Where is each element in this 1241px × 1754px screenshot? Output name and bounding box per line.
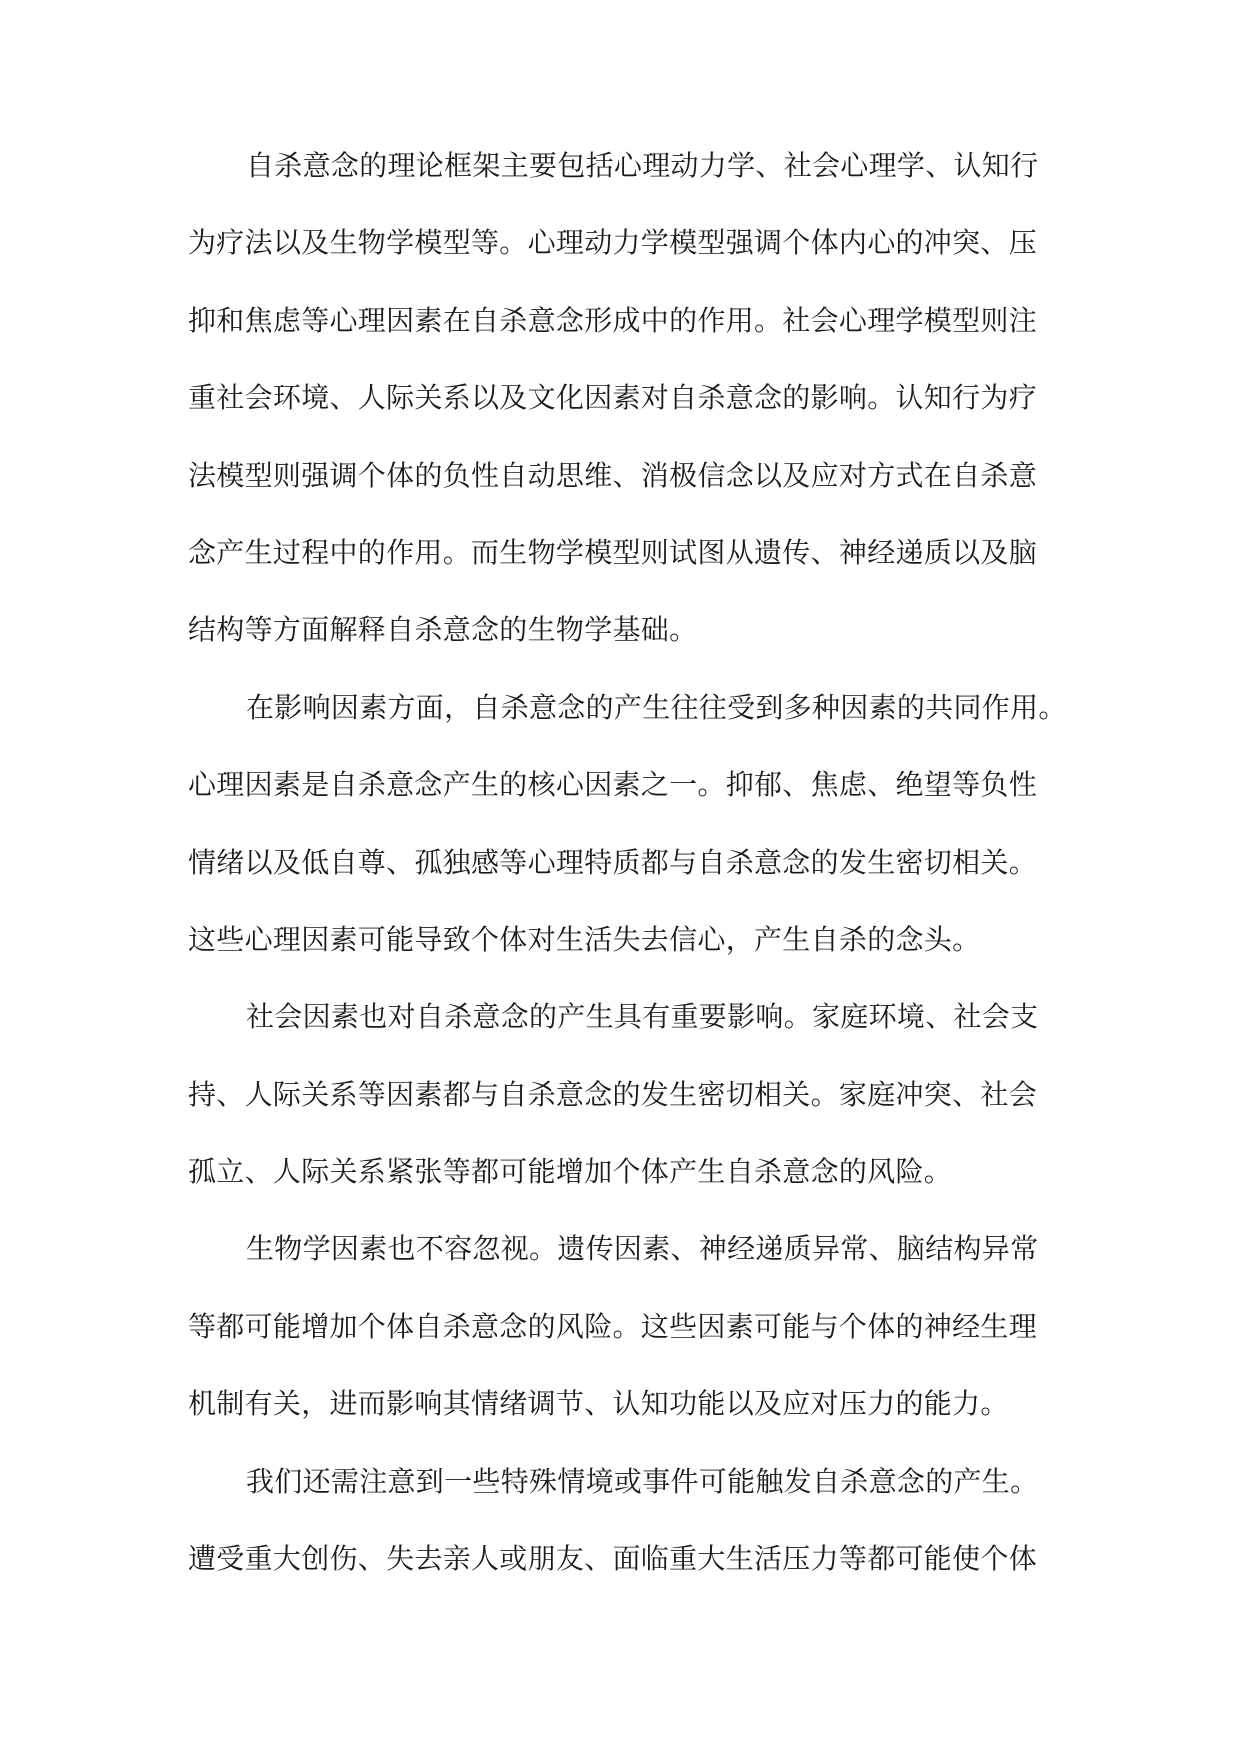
text-line: 念产生过程中的作用。而生物学模型则试图从遗传、神经递质以及脑	[188, 535, 1038, 569]
text-line: 法模型则强调个体的负性自动思维、消极信念以及应对方式在自杀意	[188, 458, 1038, 492]
text-line: 心理因素是自杀意念产生的核心因素之一。抑郁、焦虑、绝望等负性	[188, 768, 1038, 802]
text-line: 生物学因素也不容忽视。遗传因素、神经递质异常、脑结构异常	[246, 1232, 1039, 1266]
text-line: 自杀意念的理论框架主要包括心理动力学、社会心理学、认知行	[246, 149, 1039, 182]
text-line: 机制有关，进而影响其情绪调节、认知功能以及应对压力的能力。	[188, 1387, 1009, 1421]
text-line: 孤立、人际关系紧张等都可能增加个体产生自杀意念的风险。	[188, 1155, 953, 1189]
text-line: 在影响因素方面，自杀意念的产生往往受到多种因素的共同作用。	[246, 690, 1067, 724]
document-body	[188, 146, 1067, 1616]
text-line: 这些心理因素可能导致个体对生活失去信心，产生自杀的念头。	[188, 922, 981, 956]
text-line: 等都可能增加个体自杀意念的风险。这些因素可能与个体的神经生理	[188, 1309, 1038, 1343]
text-line: 社会因素也对自杀意念的产生具有重要影响。家庭环境、社会支	[246, 1000, 1039, 1034]
text-line: 情绪以及低自尊、孤独感等心理特质都与自杀意念的发生密切相关。	[188, 845, 1038, 879]
text-line: 遭受重大创伤、失去亲人或朋友、面临重大生活压力等都可能使个体	[188, 1542, 1038, 1576]
text-line: 持、人际关系等因素都与自杀意念的发生密切相关。家庭冲突、社会	[188, 1077, 1038, 1111]
text-line: 抑和焦虑等心理因素在自杀意念形成中的作用。社会心理学模型则注	[188, 303, 1038, 337]
text-line: 重社会环境、人际关系以及文化因素对自杀意念的影响。认知行为疗	[188, 381, 1038, 415]
text-line: 为疗法以及生物学模型等。心理动力学模型强调个体内心的冲突、压	[188, 226, 1038, 260]
text-line: 我们还需注意到一些特殊情境或事件可能触发自杀意念的产生。	[246, 1464, 1039, 1498]
text-line: 结构等方面解释自杀意念的生物学基础。	[188, 613, 698, 647]
